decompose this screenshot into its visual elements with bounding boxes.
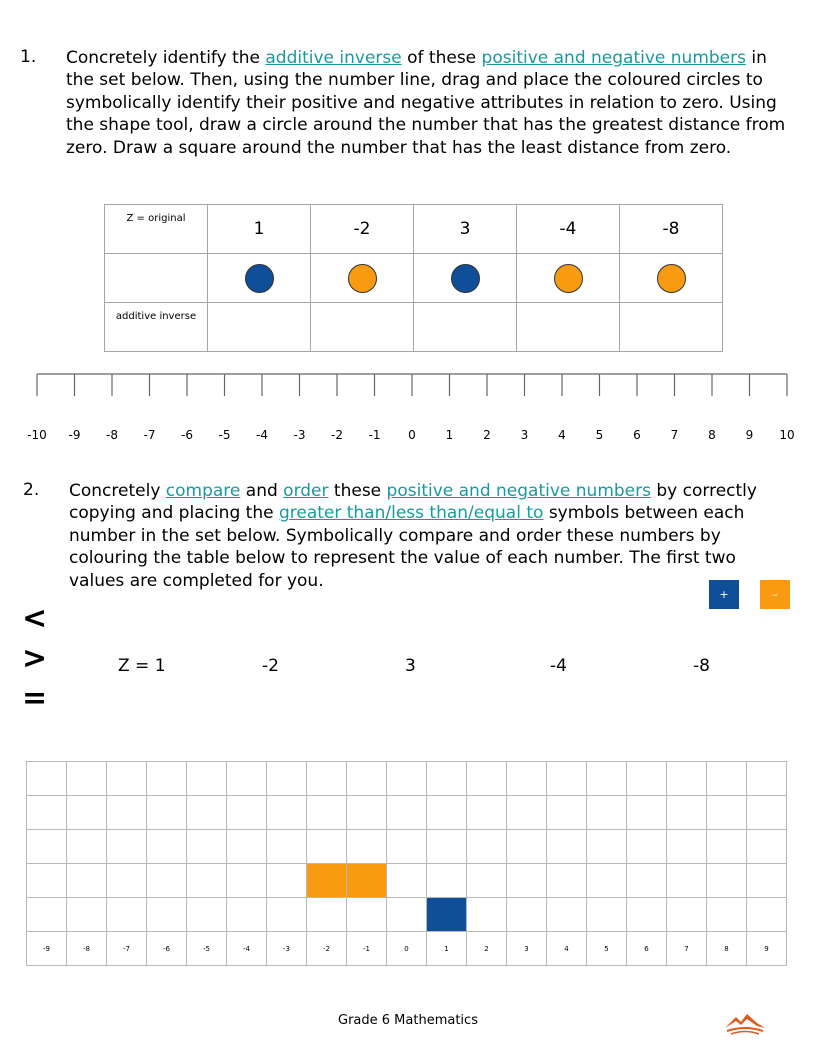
value-cell: -8 xyxy=(620,205,723,254)
answer-cell[interactable] xyxy=(517,303,620,352)
answer-cell[interactable] xyxy=(311,303,414,352)
grid-cell[interactable] xyxy=(627,898,667,932)
grid-cell[interactable] xyxy=(467,898,507,932)
grid-cell[interactable] xyxy=(227,830,267,864)
order-link[interactable]: order xyxy=(283,481,329,501)
grid-row xyxy=(27,830,787,864)
number-line-label: 3 xyxy=(520,428,529,442)
grid-cell[interactable] xyxy=(107,864,147,898)
answer-cell[interactable] xyxy=(208,303,311,352)
circle-cell xyxy=(620,254,723,303)
orange-circle[interactable] xyxy=(348,264,377,293)
positive-negative-numbers-link[interactable]: positive and negative numbers xyxy=(386,481,651,501)
grid-cell[interactable] xyxy=(267,796,307,830)
compare-link[interactable]: compare xyxy=(165,481,241,501)
colouring-grid xyxy=(26,761,787,966)
number-line-label: -9 xyxy=(68,428,81,442)
grid-axis-label: 2 xyxy=(467,932,507,966)
grid-cell[interactable] xyxy=(227,898,267,932)
grid-cell[interactable] xyxy=(507,864,547,898)
grid-cell[interactable] xyxy=(747,762,787,796)
grid-cell[interactable] xyxy=(147,762,187,796)
grid-cell[interactable] xyxy=(467,864,507,898)
grid-cell[interactable] xyxy=(107,830,147,864)
grid-cell[interactable] xyxy=(67,796,107,830)
answer-cell[interactable] xyxy=(620,303,723,352)
footer-text: Grade 6 Mathematics xyxy=(338,1013,478,1028)
answer-cell[interactable] xyxy=(414,303,517,352)
grid-cell[interactable] xyxy=(347,898,387,932)
number-line-label: 4 xyxy=(558,428,566,442)
grid-cell[interactable] xyxy=(707,830,747,864)
negative-square-tile[interactable]: – xyxy=(760,580,790,609)
grid-cell[interactable] xyxy=(507,762,547,796)
set-value: -2 xyxy=(262,656,279,676)
original-label: Z = original xyxy=(105,205,208,254)
number-line-label: -1 xyxy=(368,428,381,442)
grid-cell[interactable] xyxy=(267,898,307,932)
grid-cell[interactable] xyxy=(187,830,227,864)
grid-cell[interactable] xyxy=(347,762,387,796)
grid-axis-label: 9 xyxy=(747,932,787,966)
value-cell: 3 xyxy=(414,205,517,254)
set-value: 3 xyxy=(405,656,416,676)
number-line-label: -3 xyxy=(293,428,306,442)
grid-cell[interactable] xyxy=(307,830,347,864)
additive-inverse-link[interactable]: additive inverse xyxy=(265,48,402,68)
number-line-label: 7 xyxy=(670,428,679,442)
grid-cell[interactable] xyxy=(707,864,747,898)
grid-cell[interactable] xyxy=(627,762,667,796)
grid-cell-filled[interactable] xyxy=(307,864,347,898)
q2-text-3: these xyxy=(328,481,387,501)
grid-cell[interactable] xyxy=(307,762,347,796)
circle-row-label xyxy=(105,254,208,303)
grid-cell[interactable] xyxy=(587,796,627,830)
grid-cell[interactable] xyxy=(227,762,267,796)
grid-axis-label: -9 xyxy=(27,932,67,966)
grid-axis-label: 3 xyxy=(507,932,547,966)
grid-cell[interactable] xyxy=(307,796,347,830)
grid-axis-label: -7 xyxy=(107,932,147,966)
positive-negative-numbers-link[interactable]: positive and negative numbers xyxy=(481,48,746,68)
number-line-label: 8 xyxy=(708,428,716,442)
grid-cell[interactable] xyxy=(667,762,707,796)
q2-text-1: Concretely xyxy=(69,481,166,501)
grid-cell[interactable] xyxy=(667,830,707,864)
grid-axis-label: -2 xyxy=(307,932,347,966)
grid-axis-label: -3 xyxy=(267,932,307,966)
grid-cell[interactable] xyxy=(107,796,147,830)
grid-cell[interactable] xyxy=(267,762,307,796)
circle-cell xyxy=(208,254,311,303)
grid-row xyxy=(27,796,787,830)
q2-text-4: by correctly copying and placing the xyxy=(69,481,757,524)
number-line-label: 1 xyxy=(445,428,454,442)
equal-symbol[interactable]: = xyxy=(22,681,48,716)
question-2-number: 2. xyxy=(23,480,40,500)
grid-cell[interactable] xyxy=(267,864,307,898)
grid-row xyxy=(27,762,787,796)
grid-cell[interactable] xyxy=(107,898,147,932)
grid-cell[interactable] xyxy=(227,864,267,898)
grid-cell[interactable] xyxy=(667,796,707,830)
grid-cell[interactable] xyxy=(707,898,747,932)
grid-cell[interactable] xyxy=(507,830,547,864)
grid-cell[interactable] xyxy=(187,864,227,898)
number-line-label: 9 xyxy=(745,428,754,442)
q1-text-2: of these xyxy=(401,48,482,68)
grid-axis-label: 1 xyxy=(427,932,467,966)
less-than-symbol[interactable]: < xyxy=(22,601,48,636)
number-line-label: 6 xyxy=(633,428,641,442)
q1-text-3: in the set below. Then, using the number line, drag and place the coloured circles to symbolically identify their positive and negative attributes in relation to zero. Using the shape tool, draw a circle around the number that has the greatest distance from zero. Draw a square around the number that has the least distance from zero. xyxy=(66,48,786,158)
grid-cell[interactable] xyxy=(467,796,507,830)
number-line-label: -8 xyxy=(106,428,118,442)
grid-cell[interactable] xyxy=(147,830,187,864)
circle-cell xyxy=(311,254,414,303)
circle-cell xyxy=(414,254,517,303)
number-line-label: -6 xyxy=(181,428,193,442)
question-1-number: 1. xyxy=(20,47,37,67)
grid-cell[interactable] xyxy=(27,864,67,898)
value-cell: -2 xyxy=(311,205,414,254)
grid-cell[interactable] xyxy=(467,762,507,796)
grid-axis-label: 4 xyxy=(547,932,587,966)
grid-cell[interactable] xyxy=(187,796,227,830)
grid-cell[interactable] xyxy=(387,762,427,796)
grid-cell[interactable] xyxy=(67,898,107,932)
grid-cell[interactable] xyxy=(427,762,467,796)
blue-circle[interactable] xyxy=(451,264,480,293)
grid-cell[interactable] xyxy=(467,830,507,864)
number-line-label: -4 xyxy=(256,428,268,442)
q2-text-5: symbols between each number in the set below. Symbolically compare and order these numbers by colouring the table below to represent the value of each number. The first two values are completed for you. xyxy=(69,503,745,591)
grid-axis-label: 7 xyxy=(667,932,707,966)
grid-cell[interactable] xyxy=(547,830,587,864)
number-line-label: -5 xyxy=(218,428,231,442)
grid-cell[interactable] xyxy=(747,864,787,898)
grid-cell[interactable] xyxy=(587,762,627,796)
grid-cell[interactable] xyxy=(627,796,667,830)
grid-cell[interactable] xyxy=(347,830,387,864)
grid-cell[interactable] xyxy=(507,898,547,932)
grid-cell[interactable] xyxy=(587,898,627,932)
grid-cell[interactable] xyxy=(27,830,67,864)
grid-cell[interactable] xyxy=(147,796,187,830)
grid-cell[interactable] xyxy=(387,796,427,830)
additive-inverse-label: additive inverse xyxy=(105,303,208,352)
grid-cell[interactable] xyxy=(227,796,267,830)
grid-cell[interactable] xyxy=(27,762,67,796)
circle-cell xyxy=(517,254,620,303)
question-1-text xyxy=(66,47,788,159)
orange-circle[interactable] xyxy=(554,264,583,293)
grid-cell[interactable] xyxy=(27,796,67,830)
grid-axis-label: -6 xyxy=(147,932,187,966)
grid-cell[interactable] xyxy=(187,898,227,932)
grid-cell[interactable] xyxy=(707,796,747,830)
greater-less-equal-link[interactable]: greater than/less than/equal to xyxy=(278,503,544,524)
grid-cell[interactable] xyxy=(67,830,107,864)
grid-cell[interactable] xyxy=(547,864,587,898)
grid-cell[interactable] xyxy=(547,898,587,932)
greater-than-symbol[interactable]: > xyxy=(22,641,48,676)
grid-cell[interactable] xyxy=(667,864,707,898)
grid-cell[interactable] xyxy=(187,762,227,796)
number-line-label: 5 xyxy=(595,428,604,442)
grid-cell[interactable] xyxy=(747,898,787,932)
grid-cell[interactable] xyxy=(67,762,107,796)
grid-cell[interactable] xyxy=(427,796,467,830)
grid-cell[interactable] xyxy=(627,830,667,864)
grid-cell-filled[interactable] xyxy=(427,898,467,932)
grid-cell[interactable] xyxy=(707,762,747,796)
set-value: -8 xyxy=(693,656,710,676)
grid-cell[interactable] xyxy=(587,830,627,864)
number-line-label: 0 xyxy=(408,428,416,442)
grid-cell[interactable] xyxy=(107,762,147,796)
grid-axis-label: 8 xyxy=(707,932,747,966)
value-cell: -4 xyxy=(517,205,620,254)
grid-axis-label: 0 xyxy=(387,932,427,966)
z-value-label: Z = 1 xyxy=(118,656,166,676)
grid-cell[interactable] xyxy=(587,864,627,898)
set-value: -4 xyxy=(550,656,567,676)
positive-square-tile[interactable]: + xyxy=(709,580,739,609)
grid-axis-label: -5 xyxy=(187,932,227,966)
grid-cell[interactable] xyxy=(427,864,467,898)
grid-cell[interactable] xyxy=(307,898,347,932)
additive-inverse-table xyxy=(104,204,723,352)
grid-cell[interactable] xyxy=(387,864,427,898)
grid-cell[interactable] xyxy=(747,796,787,830)
grid-axis-label: -1 xyxy=(347,932,387,966)
grid-axis-label: 6 xyxy=(627,932,667,966)
grid-cell[interactable] xyxy=(147,864,187,898)
mountain-logo-icon xyxy=(724,1010,766,1036)
value-cell: 1 xyxy=(208,205,311,254)
number-line-label: -2 xyxy=(331,428,343,442)
grid-cell[interactable] xyxy=(267,830,307,864)
grid-cell[interactable] xyxy=(627,864,667,898)
grid-cell[interactable] xyxy=(547,796,587,830)
grid-row xyxy=(27,864,787,898)
grid-axis-label: 5 xyxy=(587,932,627,966)
question-2-text xyxy=(69,480,777,592)
grid-row xyxy=(27,898,787,932)
grid-axis-label: -4 xyxy=(227,932,267,966)
grid-cell[interactable] xyxy=(747,830,787,864)
grid-cell[interactable] xyxy=(67,864,107,898)
grid-axis-row xyxy=(27,932,787,966)
grid-cell[interactable] xyxy=(427,830,467,864)
grid-cell-filled[interactable] xyxy=(347,864,387,898)
number-line-label: -10 xyxy=(27,428,47,442)
grid-cell[interactable] xyxy=(27,898,67,932)
blue-circle[interactable] xyxy=(245,264,274,293)
grid-cell[interactable] xyxy=(387,830,427,864)
grid-axis-label: -8 xyxy=(67,932,107,966)
grid-cell[interactable] xyxy=(347,796,387,830)
grid-cell[interactable] xyxy=(507,796,547,830)
grid-cell[interactable] xyxy=(667,898,707,932)
grid-cell[interactable] xyxy=(387,898,427,932)
q1-text-1: Concretely identify the xyxy=(66,48,266,68)
grid-cell[interactable] xyxy=(547,762,587,796)
q2-text-2: and xyxy=(240,481,284,501)
orange-circle[interactable] xyxy=(657,264,686,293)
number-line-label: -7 xyxy=(143,428,156,442)
number-line-label: 2 xyxy=(483,428,491,442)
grid-cell[interactable] xyxy=(147,898,187,932)
number-line-label: 10 xyxy=(779,428,795,442)
